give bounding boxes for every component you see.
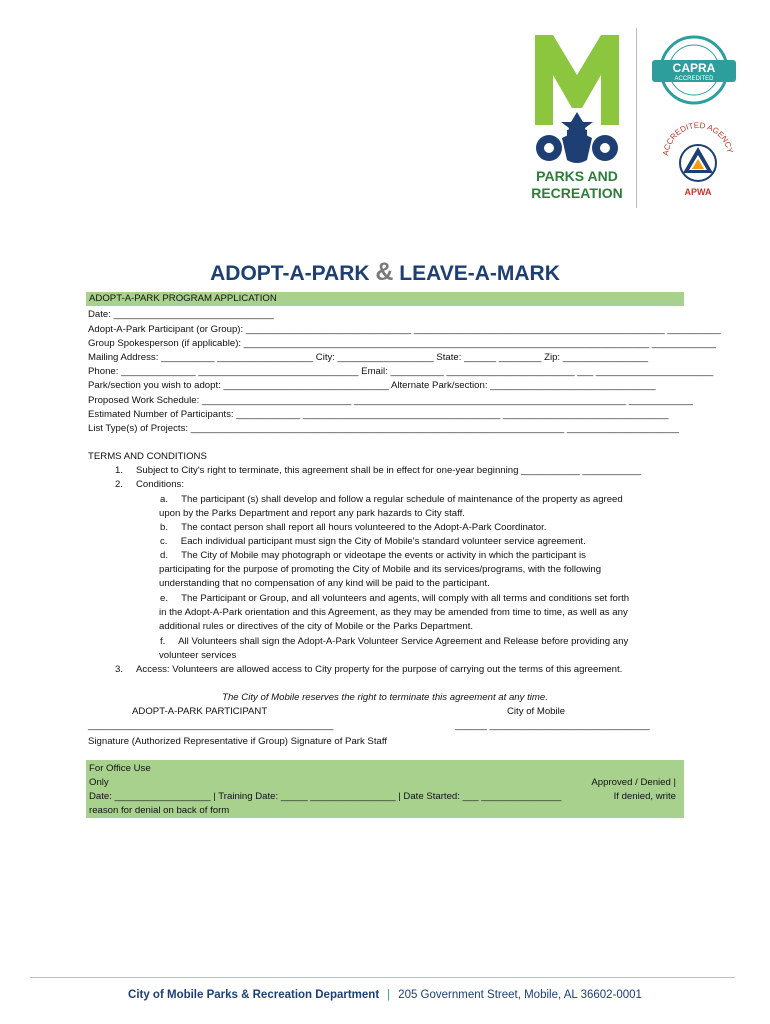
capra-badge [648,35,740,105]
footer-rule [30,977,735,978]
footer-dept: City of Mobile Parks & Recreation Department [128,989,380,1001]
title-part1: ADOPT-A-PARK [210,262,376,285]
footer-address: 205 Government Street, Mobile, AL 36602-0001 [398,989,642,1001]
logo-divider [636,28,637,208]
city-label: City of Mobile [507,706,566,717]
field-date[interactable]: Date: ______________________________ [88,309,274,320]
condition-b: b. The contact person shall report all hours volunteered to the Adopt-A-Park Coordinator. [160,522,547,533]
condition-e-cont1: in the Adopt-A-Park orientation and this Agreement, as they may be amended from time to time, as well as any [159,607,628,618]
field-project-types[interactable]: List Type(s) of Projects: ______________________________________________________________________ _____________________ [88,423,679,434]
office-dates[interactable]: Date: __________________ | Training Date: _____ ________________ | Date Started: ___ _______________ [89,791,562,802]
field-park-section[interactable]: Park/section you wish to adopt: _______________________________ Alternate Park/section: _______________________________ [88,380,656,391]
condition-a: a. The participant (s) shall develop and follow a regular schedule of maintenance of the property as agreed [160,494,623,505]
parks-recreation-logo [527,30,627,205]
condition-e-cont2: additional rules or directives of the city of Mobile or the Parks Department. [159,621,474,632]
term-2-number: 2. [115,479,124,490]
condition-e: e. The Participant or Group, and all volunteers and agents, will comply with all terms and conditions set forth [160,593,630,604]
footer-separator: | [387,989,391,1001]
condition-a-cont: upon by the Parks Department and report any park hazards to City staff. [159,508,465,519]
apwa-arc-text: ACCREDITED AGENCY [661,120,735,157]
application-header: ADOPT-A-PARK PROGRAM APPLICATION [89,293,277,304]
term-1-text: Subject to City's right to terminate, this agreement shall be in effect for one-year beginning ___________ ___________ [136,465,642,476]
reserve-note: The City of Mobile reserves the right to terminate this agreement at any time. [222,692,548,703]
term-2-text: Conditions: [136,479,184,490]
application-header-bar [86,292,684,306]
staff-signature-line[interactable]: ______ ______________________________ [455,720,650,731]
term-1-number: 1. [115,465,124,476]
field-spokesperson[interactable]: Group Spokesperson (if applicable): ____________________________________________________________________________ ____________ [88,338,716,349]
title-ampersand: & [375,258,394,286]
office-use-box [86,760,684,818]
capra-sub: ACCREDITED [674,76,714,82]
office-line2: Only [89,777,109,788]
office-approved-denied: Approved / Denied | [591,777,676,788]
field-participant-count[interactable]: Estimated Number of Participants: ____________ _____________________________________ _______________________________ [88,409,669,420]
apwa-badge [655,115,741,201]
logo-text-line2: RECREATION [531,185,623,201]
office-line1: For Office Use [89,763,151,774]
participant-label: ADOPT-A-PARK PARTICIPANT [132,706,268,717]
condition-c: c. Each individual participant must sign the City of Mobile's standard volunteer service agreement. [160,536,586,547]
title-part2: LEAVE-A-MARK [393,262,560,285]
condition-d-cont2: understanding that no compensation of any kind will be paid to the participant. [159,578,490,589]
field-work-schedule[interactable]: Proposed Work Schedule: ____________________________ ___________________________________________________ ____________ [88,395,693,406]
terms-heading: TERMS AND CONDITIONS [88,451,207,462]
office-if-denied: If denied, write [613,791,676,802]
condition-d-cont1: participating for the purpose of promoting the City of Mobile and its services/programs, with the following [159,564,602,575]
term-3-text: Access: Volunteers are allowed access to City property for the purpose of carrying out the terms of this agreement. [136,664,623,675]
office-denial-reason: reason for denial on back of form [89,805,230,816]
term-3-number: 3. [115,664,124,675]
field-participant[interactable]: Adopt-A-Park Participant (or Group): _______________________________ _______________________________________________ __________ [88,324,721,335]
field-phone-email[interactable]: Phone: ______________ ______________________________ Email: __________ ________________________ ___ ______________________ [88,366,714,377]
capra-label: CAPRA [672,61,716,75]
participant-signature-line[interactable]: ______________________________________________ [88,720,334,731]
condition-f-cont: volunteer services [159,650,237,661]
footer [0,989,770,1001]
apwa-label: APWA [684,187,712,197]
condition-d: d. The City of Mobile may photograph or videotape the events or activity in which the participant is [160,550,586,561]
condition-f: f. All Volunteers shall sign the Adopt-A-Park Volunteer Service Agreement and Release before providing any [160,636,629,647]
signature-caption: Signature (Authorized Representative if Group) Signature of Park Staff [88,736,387,747]
field-mailing-address[interactable]: Mailing Address: __________ __________________ City: __________________ State: ______ ________ Zip: ________________ [88,352,649,363]
page-title [0,258,770,287]
logo-text-line1: PARKS AND [536,168,618,184]
